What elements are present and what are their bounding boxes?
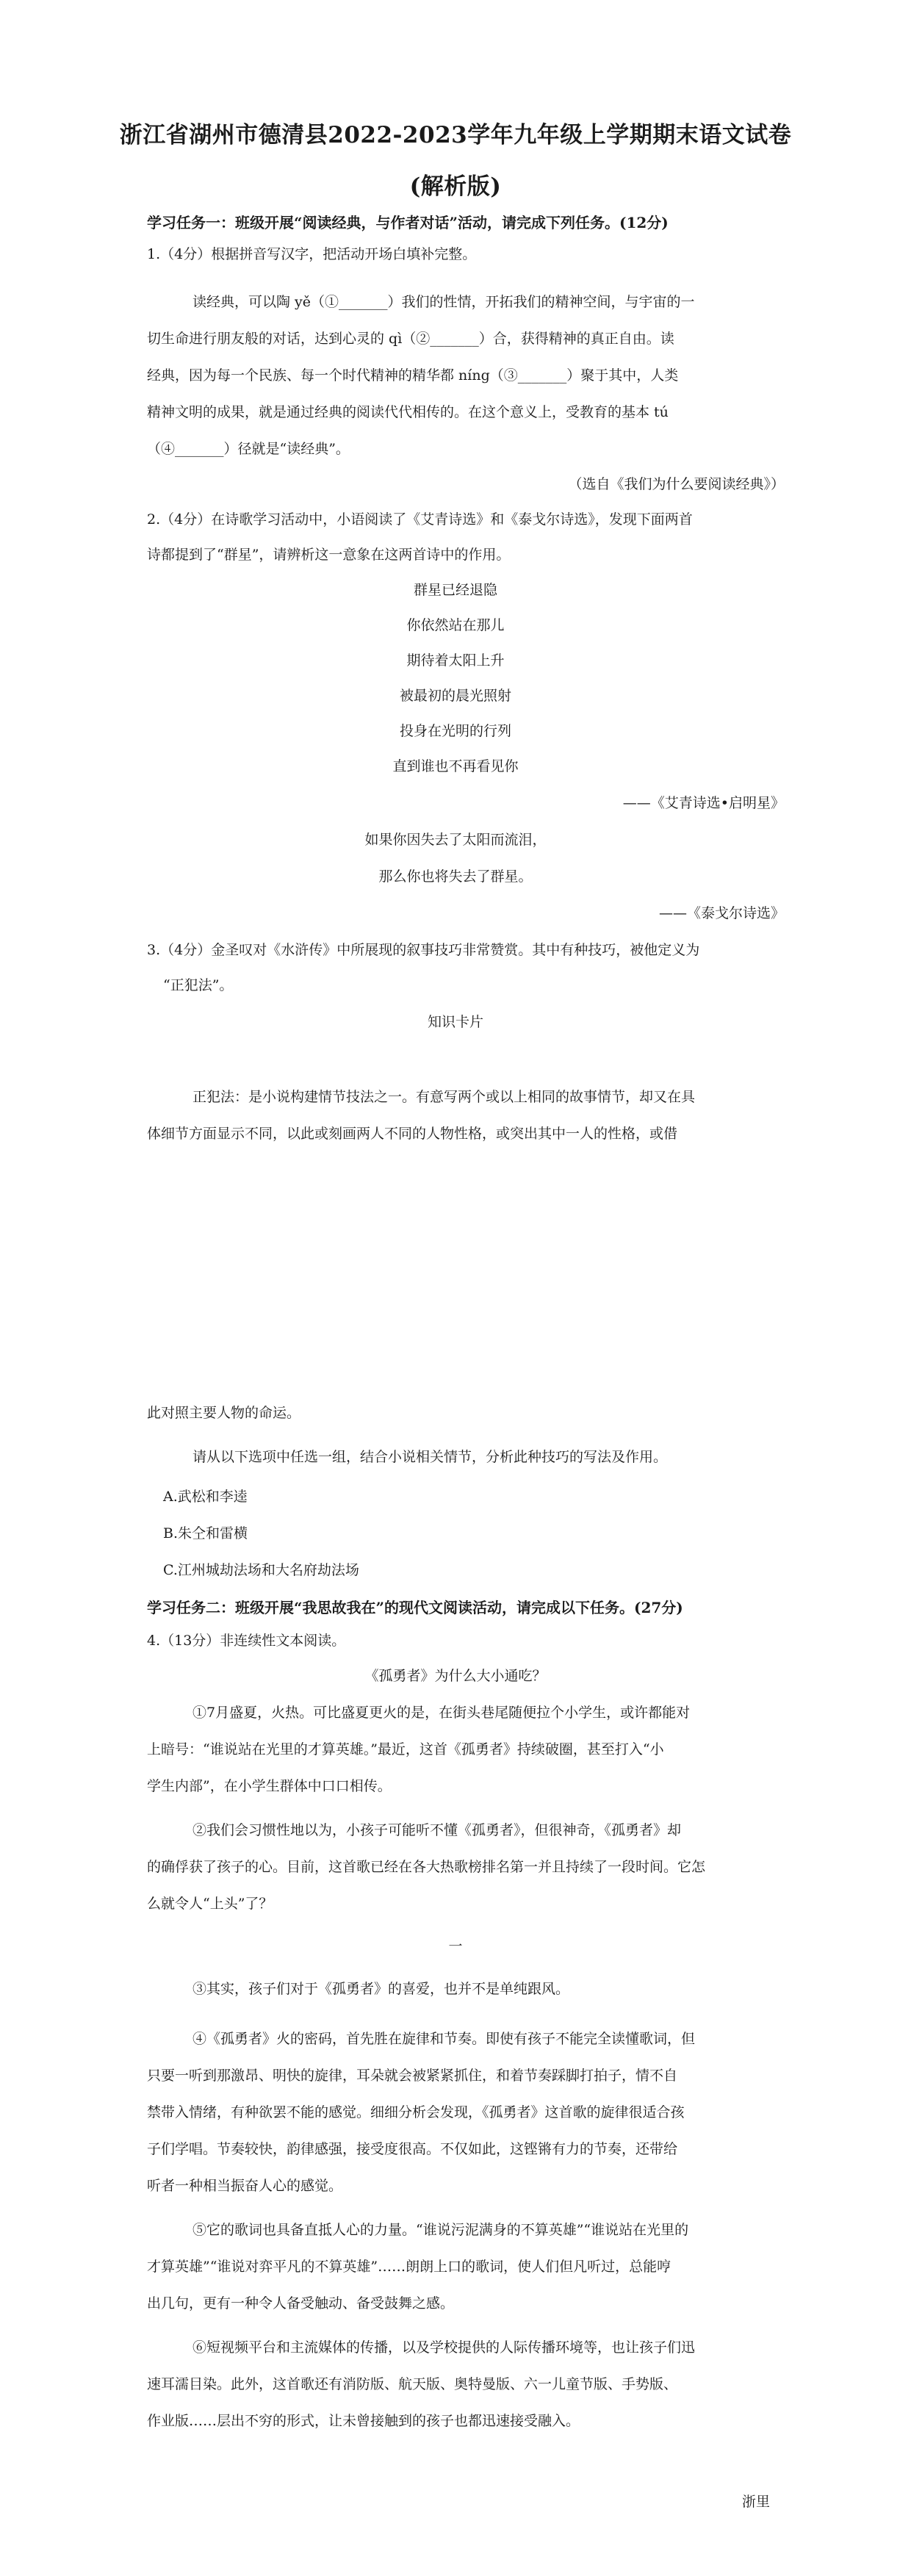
poem-line: 期待着太阳上升 xyxy=(406,652,505,669)
card-line: 正犯法：是小说构建情节技法之一。有意写两个或以上相同的故事情节，却又在具 xyxy=(192,1089,696,1105)
article-line: ②我们会习惯性地以为，小孩子可能听不懂《孤勇者》，但很神奇，《孤勇者》却 xyxy=(192,1822,682,1838)
poem-line: 投身在光明的行列 xyxy=(399,723,511,739)
q3-stem: “正犯法”。 xyxy=(163,977,234,993)
article-line: ⑥短视频平台和主流媒体的传播，以及学校提供的人际传播环境等，也让孩子们迅 xyxy=(192,2339,696,2356)
q1-source: （选自《我们为什么要阅读经典》） xyxy=(568,476,785,492)
q3-stem: 3.（4分）金圣叹对《水浒传》中所展现的叙事技巧非常赞赏。其中有种技巧，被他定义为 xyxy=(147,942,700,958)
exam-subtitle: (解析版) xyxy=(409,173,502,200)
task1-heading: 学习任务一：班级开展“阅读经典，与作者对话”活动，请完成下列任务。(12分) xyxy=(147,214,669,231)
option-a: A.武松和李逵 xyxy=(163,1489,248,1505)
q3-instruction: 请从以下选项中任选一组，结合小说相关情节，分析此种技巧的写法及作用。 xyxy=(192,1449,668,1465)
article-line: ①7月盛夏，火热。可比盛夏更火的是，在街头巷尾随便拉个小学生，或许都能对 xyxy=(192,1705,691,1721)
q1-stem: 1.（4分）根据拼音写汉字，把活动开场白填补完整。 xyxy=(147,246,477,262)
poem-line: 如果你因失去了太阳而流泪， xyxy=(364,832,547,848)
article-line: 的确俘获了孩子的心。目前，这首歌已经在各大热歌榜排名第一并且持续了一段时间。它怎 xyxy=(147,1859,706,1875)
article-line: 只要一听到那激昂、明快的旋律，耳朵就会被紧紧抓住，和着节奏踩脚打拍子，情不自 xyxy=(147,2068,678,2084)
section-marker: 一 xyxy=(448,1938,463,1954)
option-b: B.朱仝和雷横 xyxy=(163,1525,248,1541)
article-line: 么就令人“上头”了？ xyxy=(147,1896,273,1912)
q2-stem: 诗都提到了“群星”，请辨析这一意象在这两首诗中的作用。 xyxy=(147,547,511,563)
article-line: 出几句，更有一种令人备受触动、备受鼓舞之感。 xyxy=(147,2295,455,2311)
article-line: 学生内部”，在小学生群体中口口相传。 xyxy=(147,1778,392,1794)
knowledge-card-title: 知识卡片 xyxy=(427,1014,483,1030)
article-line: ③其实，孩子们对于《孤勇者》的喜爱，也并不是单纯跟风。 xyxy=(192,1981,570,1997)
card-line: 体细节方面显示不同，以此或刻画两人不同的人物性格，或突出其中一人的性格，或借 xyxy=(147,1126,678,1142)
article-line: ⑤它的歌词也具备直抵人心的力量。“谁说污泥满身的不算英雄”“谁说站在光里的 xyxy=(192,2222,689,2238)
article-title: 《孤勇者》为什么大小通吃？ xyxy=(364,1668,547,1684)
q1-para-line: 切生命进行朋友般的对话，达到心灵的 qì（②_______）合，获得精神的真正自由。读 xyxy=(147,331,674,347)
q1-para-line: 读经典，可以陶 yě（①_______）我们的性情，开拓我们的精神空间，与宇宙的一 xyxy=(192,294,695,310)
article-line: 作业版……层出不穷的形式，让未曾接触到的孩子也都迅速接受融入。 xyxy=(147,2413,580,2429)
q4-stem: 4.（13分）非连续性文本阅读。 xyxy=(147,1633,346,1649)
poem-line: 你依然站在那儿 xyxy=(406,617,505,633)
option-c: C.江州城劫法场和大名府劫法场 xyxy=(163,1562,359,1578)
article-line: 禁带入情绪，有种欲罢不能的感觉。细细分析会发现，《孤勇者》这首歌的旋律很适合孩 xyxy=(147,2104,685,2120)
article-line: ④《孤勇者》火的密码，首先胜在旋律和节奏。即使有孩子不能完全读懂歌词，但 xyxy=(192,2031,696,2047)
poem-line: 直到谁也不再看见你 xyxy=(392,758,519,774)
poem-line: 那么你也将失去了群星。 xyxy=(378,868,533,885)
poem-source: ——《艾青诗选•启明星》 xyxy=(622,795,785,811)
exam-title: 浙江省湖州市德清县2022-2023学年九年级上学期期末语文试卷 xyxy=(119,122,792,148)
poem-line: 被最初的晨光照射 xyxy=(399,688,511,704)
poem-line: 群星已经退隐 xyxy=(413,582,497,598)
article-line: 子们学唱。节奏较快，韵律感强，接受度很高。不仅如此，这铿锵有力的节奏，还带给 xyxy=(147,2141,678,2157)
page-footer: 浙里 xyxy=(741,2494,770,2510)
poem-source: ——《泰戈尔诗选》 xyxy=(658,905,785,921)
q1-para-line: 经典，因为每一个民族、每一个时代精神的精华都 níng（③_______）聚于其中，人类 xyxy=(147,367,679,384)
q1-para-line: （④_______）径就是“读经典”。 xyxy=(147,441,350,457)
article-line: 上暗号：“谁说站在光里的才算英雄。”最近，这首《孤勇者》持续破圈，甚至打入“小 xyxy=(147,1741,664,1757)
article-line: 听者一种相当振奋人心的感觉。 xyxy=(147,2178,343,2194)
article-line: 速耳濡目染。此外，这首歌还有消防版、航天版、奥特曼版、六一儿童节版、手势版、 xyxy=(147,2376,678,2392)
card-line: 此对照主要人物的命运。 xyxy=(147,1405,301,1421)
task2-heading: 学习任务二：班级开展“我思故我在”的现代文阅读活动，请完成以下任务。(27分) xyxy=(147,1599,683,1616)
q2-stem: 2.（4分）在诗歌学习活动中，小语阅读了《艾青诗选》和《泰戈尔诗选》，发现下面两首 xyxy=(147,511,693,528)
q1-para-line: 精神文明的成果，就是通过经典的阅读代代相传的。在这个意义上，受教育的基本 tú xyxy=(147,404,669,420)
article-line: 才算英雄”“谁说对弈平凡的不算英雄”……朗朗上口的歌词，使人们但凡听过，总能哼 xyxy=(147,2259,671,2275)
